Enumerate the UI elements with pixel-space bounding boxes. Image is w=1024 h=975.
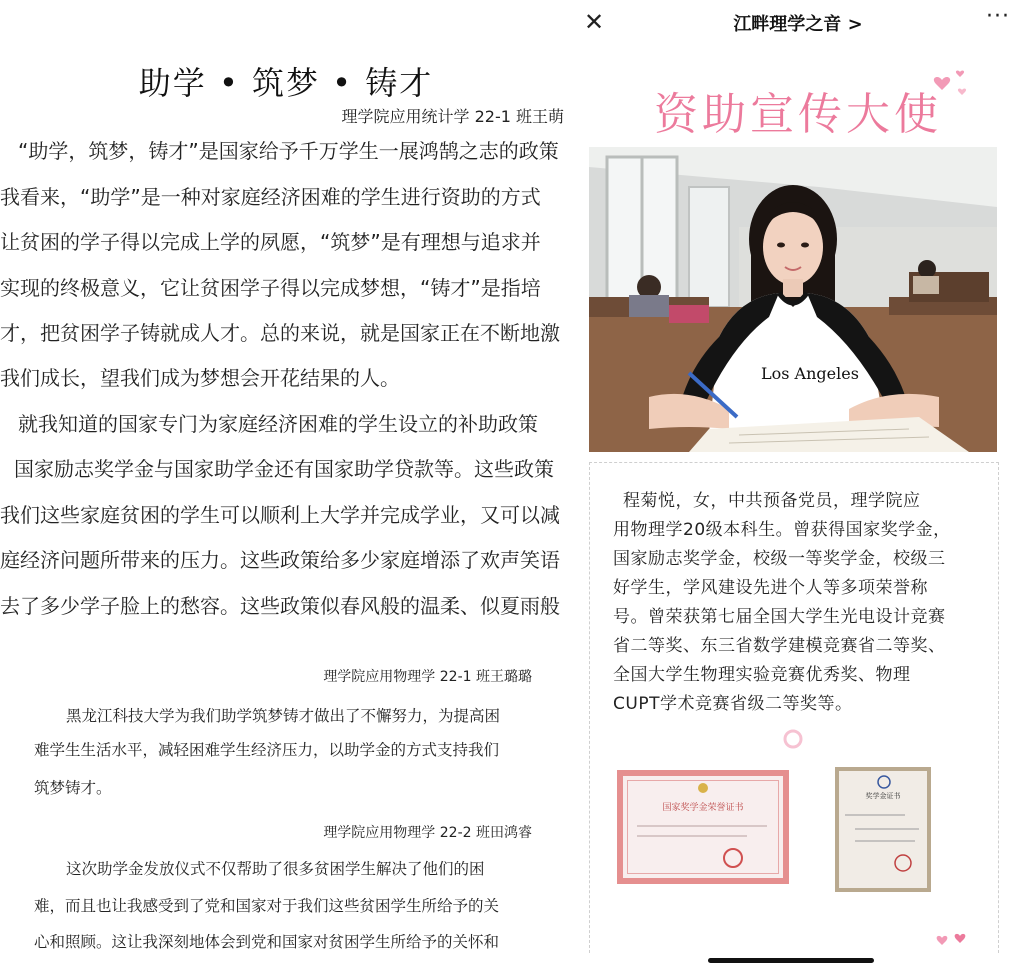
note-line: 心和照顾。这让我深刻地体会到党和国家对贫困学生所给予的关怀和: [34, 933, 500, 951]
scholarship-certificate: [835, 767, 931, 892]
document-line: “助学，筑梦，铸才”是国家给予千万学生一展鸿鹄之志的政策: [18, 139, 559, 163]
document-line: 庭经济问题所带来的压力。这些政策给多少家庭增添了欢声笑语: [0, 548, 560, 572]
nav-bar: [572, 0, 1024, 44]
bio-line: 国家励志奖学金，校级一等奖学金，校级三: [613, 549, 946, 569]
document-line: 我们成长，望我们成为梦想会开花结果的人。: [0, 366, 400, 390]
bio-line: 全国大学生物理实验竞赛优秀奖、物理: [613, 665, 911, 685]
document-author: 理学院应用统计学 22-1 班王萌: [341, 107, 564, 126]
note-author: 理学院应用物理学 22-1 班王璐璐: [323, 669, 532, 685]
school-seal-icon: [877, 775, 891, 789]
note-line: 这次助学金发放仪式不仅帮助了很多贫困学生解决了他们的困: [66, 860, 485, 878]
document-line: 我们这些家庭贫困的学生可以顺利上大学并完成学业，又可以减: [0, 503, 560, 527]
document-line: 实现的终极意义，它让贫困学子得以完成梦想，“铸才”是指培: [0, 276, 541, 300]
note-author: 理学院应用物理学 22-2 班田鸿睿: [323, 825, 532, 841]
emblem-icon: [697, 782, 709, 794]
bio-line: 程菊悦，女，中共预备党员，理学院应: [623, 491, 921, 511]
note-line: 筑梦铸才。: [34, 779, 112, 797]
document-fade: [0, 628, 572, 660]
bio-line: 号。曾荣获第七届全国大学生光电设计竞赛: [613, 607, 946, 627]
bio-line: 好学生，学风建设先进个人等多项荣誉称: [613, 578, 928, 598]
shirt-text: Los Angeles: [761, 364, 859, 383]
note-line: 黑龙江科技大学为我们助学筑梦铸才做出了不懈努力，为提高困: [66, 707, 501, 725]
bio-line: 省二等奖、东三省数学建模竞赛省二等奖、: [613, 636, 946, 656]
document-line: 去了多少学子脸上的愁容。这些政策似春风般的温柔、似夏雨般: [0, 594, 560, 618]
document-line: 才，把贫困学子铸就成人才。总的来说，就是国家正在不断地激: [0, 321, 560, 345]
student-photo: [589, 147, 997, 452]
document-line: 就我知道的国家专门为家庭经济困难的学生设立的补助政策: [18, 412, 538, 436]
certificate-lines: [637, 820, 777, 870]
note-line: 难学生生活水平，减轻困难学生经济压力，以助学金的方式支持我们: [34, 741, 500, 759]
hearts-icon: [932, 66, 972, 106]
bio-line: 用物理学20级本科生。曾获得国家奖学金，: [613, 520, 951, 540]
certificate-title: 国家奖学金荣誉证书: [662, 803, 744, 813]
document-title: 助学 • 筑梦 • 铸才: [138, 64, 434, 102]
certificate-lines: [845, 807, 923, 877]
document-line: 我看来，“助学”是一种对家庭经济困难的学生进行资助的方式: [0, 185, 541, 209]
note-line: 难，而且也让我感受到了党和国家对于我们这些贫困学生所给予的关: [34, 897, 500, 915]
home-indicator[interactable]: [708, 958, 874, 963]
banner-title: 资助宣传大使: [654, 89, 942, 140]
bio-line: CUPT学术竞赛省级二等奖等。: [613, 694, 853, 714]
national-scholarship-certificate: [617, 770, 789, 884]
account-title[interactable]: 江畔理学之音 >: [733, 14, 863, 35]
document-line: 国家励志奖学金与国家助学金还有国家助学贷款等。这些政策: [14, 457, 554, 481]
decor-circle-icon: [782, 728, 804, 750]
close-icon[interactable]: ✕: [583, 8, 605, 36]
certificate-title: 奖学金证书: [865, 792, 901, 800]
more-icon[interactable]: ···: [986, 4, 1010, 29]
document-line: 让贫困的学子得以完成上学的夙愿，“筑梦”是有理想与追求并: [0, 230, 541, 254]
article-panel: [572, 0, 1024, 975]
hearts-icon: [932, 930, 972, 950]
